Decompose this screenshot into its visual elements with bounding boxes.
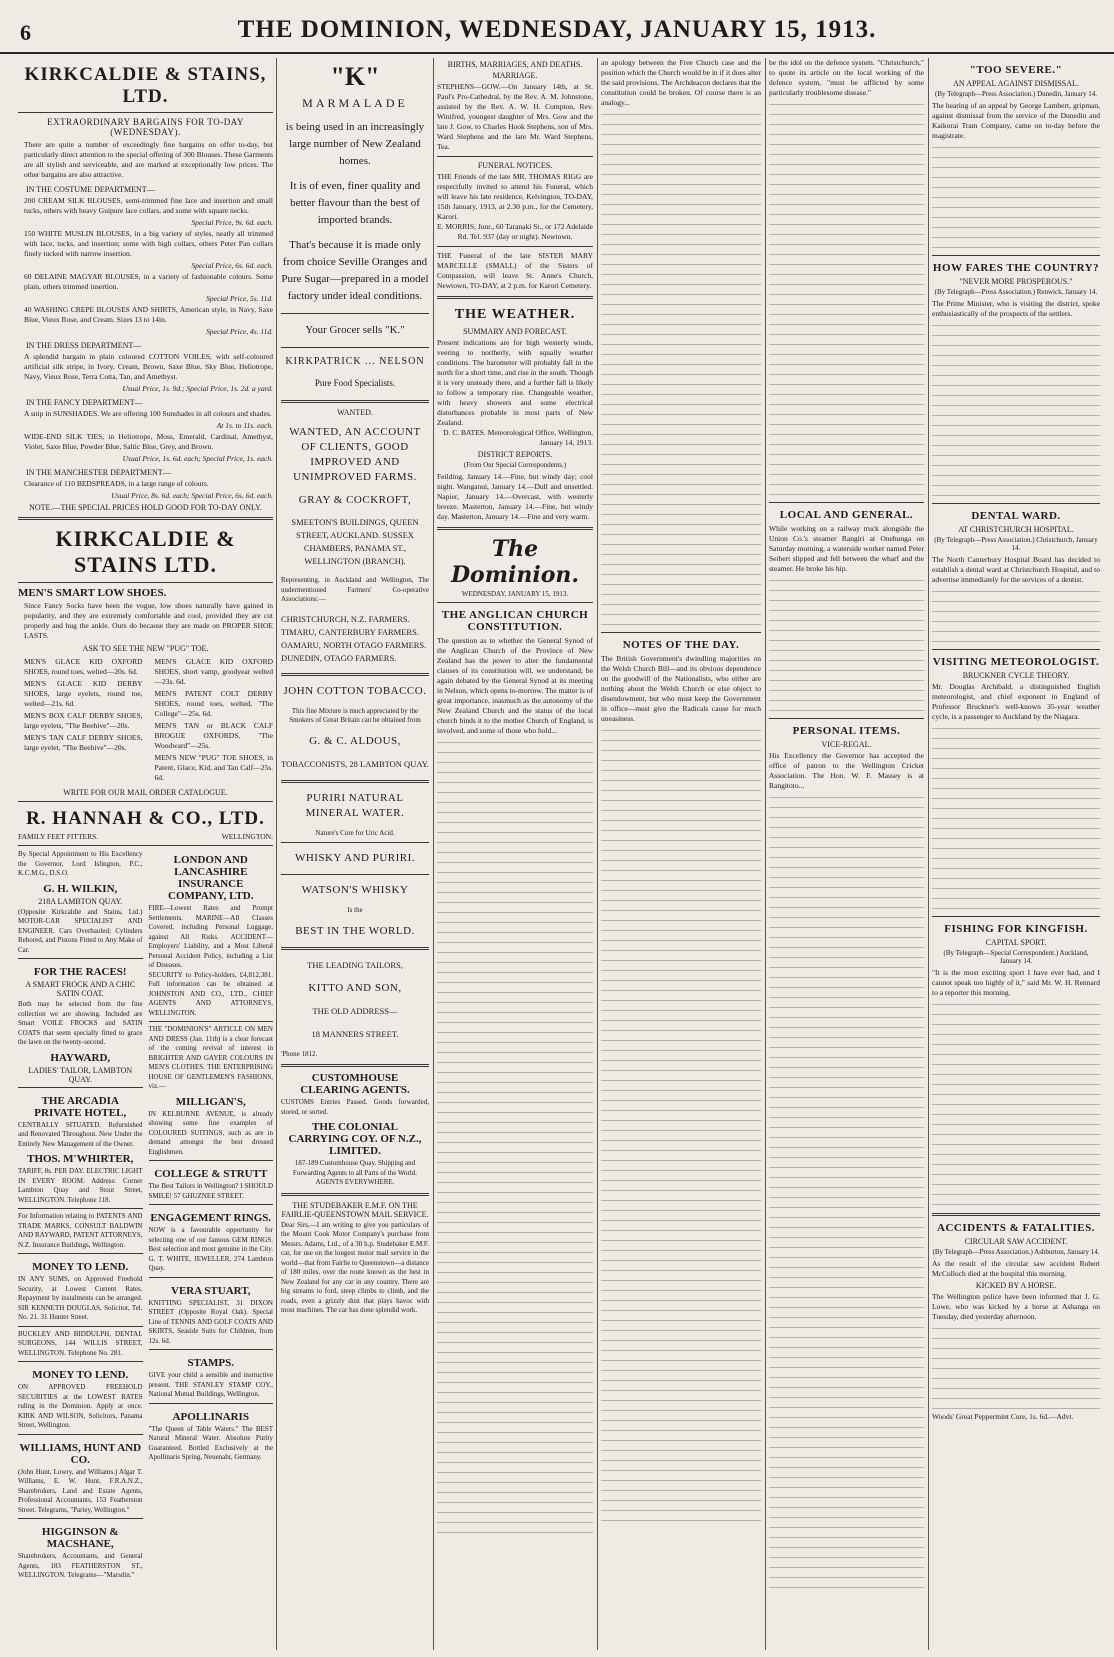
hannah-sub: FAMILY FEET FITTERS. <box>18 832 99 841</box>
horse-heading: KICKED BY A HORSE. <box>975 1281 1057 1290</box>
text-continuation <box>932 1322 1100 1412</box>
country-byline: (By Telegraph—Press Association.) Renwick, January 14. <box>934 288 1098 296</box>
marmalade-para: That's because it is made only from choice Seville Oranges and Pure Sugar—prepared in a model factory under ideal conditions. <box>281 239 429 302</box>
mwhirter-body: TARIFF, 8s. PER DAY. ELECTRIC LIGHT IN EVERY ROOM. Address: Corner Lambton Quay and Stout Street, WELLINGTON. Telephone 118. <box>18 1167 143 1204</box>
pug-toe-line: ASK TO SEE THE NEW "PUG" TOE. <box>82 644 209 653</box>
article-continuation: be the idol on the defence system. "Christchurch," to quote its article on the local working of the defence system, "must be afflicted by some particularly troublesome disease." <box>769 58 924 97</box>
kirkcaldie-title: KIRKCALDIE & STAINS, LTD. <box>24 64 267 107</box>
weather-heading: THE WEATHER. <box>454 307 576 322</box>
text-continuation <box>932 141 1100 251</box>
personal-heading: PERSONAL ITEMS. <box>792 725 901 737</box>
too-severe-body: The hearing of an appeal by George Lambert, gripman, against dismissal from the service of the Dunedin and Kaikorai Tram Company, came on to-day before the magistrate. <box>932 101 1100 140</box>
kirkpatrick-line: KIRKPATRICK ... NELSON <box>285 356 425 367</box>
shoe-item: MEN'S PATENT COLT DERBY SHOES, round toes, welted, "The College"—25s. 6d. <box>154 689 273 718</box>
text-continuation <box>932 319 1100 499</box>
gray-list: CHRISTCHURCH, N.Z. FARMERS. TIMARU, CANTERBURY FARMERS. OAMARU, NORTH OTAGO FARMERS. DUNEDIN, OTAGO FARMERS. <box>281 613 427 663</box>
grocer-line: Your Grocer sells "K." <box>305 324 405 336</box>
dress-price: Usual Price, 1s. 9d.; Special Price, 1s. 2d. a yard. <box>122 384 273 393</box>
text-continuation <box>601 108 761 628</box>
notes-heading: NOTES OF THE DAY. <box>622 639 740 651</box>
horse-body: The Wellington police have been informed that J. G. Lowe, who was kicked by a horse at Ashanga on Tuesday, died yesterday afternoon. <box>932 1292 1100 1321</box>
manchester-dept-heading: IN THE MANCHESTER DEPARTMENT— <box>26 468 171 477</box>
leader-body: The question as to whether the General Synod of the Anglican Church of the Province of New Zealand has the power to alter the fundamental clauses of its constitution will, we understand, be again debated by the General Synod at its meeting in Nelson, which opens to-morrow. The matter is of great importance, inasmuch as the autonomy of the New Zealand Church and the status of the local church binds it to the mother Church of England, is involved, and some of those who hold... <box>437 636 593 735</box>
hayward-name: HAYWARD, <box>50 1051 111 1064</box>
wanted-heading: WANTED. <box>337 408 373 417</box>
kitto-addr2: 18 MANNERS STREET. <box>311 1028 399 1039</box>
aldous-sub: TOBACCONISTS, 28 LAMBTON QUAY. <box>281 758 429 769</box>
fancy-price: At 1s. to 11s. each. <box>216 421 273 430</box>
circular-body: As the result of the circular saw accident Robert McCulloch died at the hospital this morning. <box>932 1259 1100 1278</box>
bargains-intro: There are quite a number of exceedingly fine bargains on offer to-day, but particularly direct attention to the special offering of 300 Blouses. These Garments are all stylish and serviceable, and are marked at exceptionally low prices. The other bargains are also attractive. <box>24 140 273 179</box>
country-body: The Prime Minister, who is visiting the district, spoke enthusiastically of the prospects of the settlers. <box>932 299 1100 318</box>
costume-item: 150 WHITE MUSLIN BLOUSES, in a big variety of styles, neatly all trimmed with lace, tucks, and insertion; some with high collars, others Peter Pan collars finely tucked with narrow insertion. <box>24 229 273 258</box>
too-severe-sub: AN APPEAL AGAINST DISMISSAL. <box>953 79 1079 88</box>
williams-name: WILLIAMS, HUNT AND CO. <box>19 1441 142 1466</box>
shoe-item: MEN'S GLACE KID OXFORD SHOES, round toes, welted—20s. 6d. <box>24 657 143 676</box>
births-heading: BIRTHS, MARRIAGES, AND DEATHS. <box>447 60 583 69</box>
shoe-item: MEN'S BOX CALF DERBY SHOES, large eyelets, "The Beehive"—20s. <box>24 711 143 730</box>
special-prices-note: NOTE.—THE SPECIAL PRICES HOLD GOOD FOR TO-DAY ONLY. <box>29 503 262 512</box>
column-divider <box>433 58 434 1650</box>
studebaker-body: Dear Sirs,—I am writing to give you particulars of the Mount Cook Motor Company's purchase from Messrs. Adams, Ltd., of a 30 h.p. Studebaker E.M.F. car, for use on the longest motor mail service in the world—that from Fairlie to Queenstown—a distance of 180 miles, over the route known as the best in New Zealand for any car in any country. There are big streams to ford, steep climbs to climb, and the roads, even a grizzly dust that plays havoc with most machines. The car has done splendid work. <box>281 1220 429 1314</box>
catalogue-line: WRITE FOR OUR MAIL ORDER CATALOGUE. <box>63 788 228 797</box>
local-body: While working on a railway truck alongside the Union Co.'s steamer Rangiri at Onehunga on Saturday morning, a waterside worker named Peter Seibert slipped and fell between the wharf and the steamer. He broke his hip. <box>769 524 924 573</box>
column-divider <box>597 58 598 1650</box>
column-1: KIRKCALDIE & STAINS, LTD. EXTRAORDINARY BARGAINS FOR TO-DAY (WEDNESDAY). There are quite a number of exceedingly fine bargains on offer to-day, but particularly direct attention to the special offering of 300 Blouses. These Garments are all stylish and serviceable, and are marked at exceptionally low prices. The other bargains are also attractive. IN THE COSTUME DEPARTMENT— 200 CREAM SILK BLOUSES, semi-trimmed fine lace and insertion and small tucks, others with heavy Guipure lace collars, and some with square necks. Special Price, 9s. 6d. each. 150 WHITE MUSLIN BLOUSES, in a big variety of styles, neatly all trimmed with lace, tucks, and insertion; some with high collars, others Peter Pan collars finely tucked with narrow insertion. Special Price, 6s. 6d. each. 60 DELAINE MAGYAR BLOUSES, in a variety of fashionable colours. Some plain, others trimmed insertion. Special Price, 5s. 11d. 40 WASHING CREPE BLOUSES AND SHIRTS, American style, in Navy, Saxe Blue, Vieux Rose, and Cream. Sizes 13 to 14in. Special Price, 4s. 11d. IN THE DRESS DEPARTMENT— A splendid bargain in plain coloured COTTON VOILES, with self-coloured artificial silk stripe, in Ivory, Cream, Brown, Saxe Blue, Sky Blue, Heliotrope, Navy, Vieux Rose, Terra Cotta, Tan, and Amethyst. Usual Price, 1s. 9d.; Special Price, 1s. 2d. a yard. IN THE FANCY DEPARTMENT— A snip in SUNSHADES. We are offering 100 Sunshades in all colours and shades. At 1s. to 11s. each. WIDE-END SILK TIES, in Heliotrope, Moss, Emerald, Cardinal, Amethyst, Violet, Saxe Blue, Powder Blue, Saltic Blue, Grey, and Brown. Usual Price, 1s. 6d. each; Special Price, 1s. each. IN THE MANCHESTER DEPARTMENT— Clearance of 110 BEDSPREADS, in a large range of colours. Usual Price, 8s. 6d. each; Special Price, 6s. 6d. each. NOTE.—THE SPECIAL PRICES HOLD GOOD FOR TO-DAY ONLY. KIRKCALDIE & STAINS LTD. MEN'S SMART LOW SHOES. Since Fancy Socks have been the vogue, low shoes naturally have gained in popularity, and they are extremely comfortable and cool, provided they are cut properly and hug the ankle. Ours do because they are made on PROPER SHOE LASTS. ASK TO SEE THE NEW "PUG" TOE. MEN'S GLACE KID OXFORD SHOES, round toes, welted—20s. 6d. MEN'S GLACE KID DERBY SHOES, large eyelets, round toe, welted—21s. 6d. MEN'S BOX CALF DERBY SHOES, large eyelets, "The Beehive"—20s. MEN'S TAN CALF DERBY SHOES, large eyelet, "The Beehive"—20s. MEN'S GLACE KID OXFORD SHOES, short vamp, goodyear welted—23s. 6d. MEN'S PATENT COLT DERBY SHOES, round toes, welted, "The College"—25s. 6d. MEN'S TAN or BLACK CALF BROGUE OXFORDS, "The Woodward"—25s. MEN'S NEW "PUG" TOE SHOES, in Patent, Glace, Kid, and Tan Calf—25s. 6d. WRITE FOR OUR MAIL ORDER CATALOGUE. R. HANNAH & CO., LTD. FAMILY FEET FITTERS. WELLINGTON. By Special Appointment to His Excellency the Governor, Lord Islington, P.C., K.C.M.G., D.S.O. G. H. WILKIN, 218A LAMBTON QUAY. (Opposite Kirkcaldie and Stains, Ltd.) MOTOR-CAR SPECIALIST AND ENGINEER. Cars Overhauled; Cylinders Rebored, and Pistons Fitted to Any Make of Car. FOR THE RACES! A SMART FROCK AND A CHIC SATIN COAT. Both may be selected from the fine collection we are showing. Included are Smart VOILE FROCKS and SATIN COATS that seem specially fitted to grace the lawn on the twenty-second. HAYWARD, LADIES' TAILOR, LAMBTON QUAY. THE ARCADIA PRIVATE HOTEL, CENTRALLY SITUATED. Refurnished and Renovated Throughout. New Under the Entirely New Management of the Owner. THOS. M'WHIRTER, TARIFF, 8s. PER DAY. ELECTRIC LIGHT IN EVERY ROOM. Address: Corner Lambton Quay and Stout Street, WELLINGTON. Telephone 118. For Information relating to PATENTS AND TRADE MARKS, CONSULT BALDWIN AND RAYWARD, PATENT ATTORNEYS, N.Z. Insurance Buildings, Wellington. MONEY TO LEND. IN ANY SUMS, on Approved Freehold Security, at Lowest Current Rates. Repayment by instalments can be arranged. SIR KENNETH DOUGLAS, Solicitor, Tel. No. 21. 31 Hunter Street. BUCKLEY AND BIDDULPH, DENTAL SURGEONS, 144 WILLIS STREET, WELLINGTON. Telephone No. 281. MONEY TO LEND. ON APPROVED FREEHOLD SECURITIES at the LOWEST RATES ruling in the Dominion. Apply at once. KIRK AND WILSON, Solicitors, Panama Street, Wellington. WILLIAMS, HUNT AND CO. (John Hunt, Lowry, and Williams.) Algar T. Williams, E. W. Hunt, F.R.A.N.Z., Sharebrokers, Land and Estate Agents, Professional Accountants, 153 Featherston Street. Telegrams, "Pariey, Wellington." HIGGINSON & MACSHANE, Sharebrokers, Accountants, and General Agents, 183 FEATHERSTON ST., WELLINGTON. Telegrams—"Marsdin." LONDON AND LANCASHIRE INSURANCE COMPANY, LTD. FIRE—Lowest Rates and Prompt Settlements. MARINE—All Classes Covered, including Personal Luggage, against All Risks. ACCIDENT—Employers' Liability, and a Most Liberal Personal Accident Policy, including a List of Diseases. SECURITY to Policy-holders, £4,812,381. Full information can be obtained at JOHNSTON AND CO., LTD., CHIEF AGENTS AND ATTORNEYS, WELLINGTON. THE "DOMINION'S" ARTICLE ON MEN AND DRESS (Jan. 11th) is a clear forecast of the coming revival of interest in BRIGHTER AND GAYER COLOURS IN MEN'S CLOTHES. THE ENTERPRISING HOUSE OF GENTLEMEN'S FASHIONS, viz.— MILLIGAN'S, IN KELBURNE AVENUE, is already showing some fine examples of COLOURED SUITINGS, such as are in demand amongst the best dressed Englishmen. COLLEGE & STRUTT The Best Tailors in Wellington? I SHOULD SMILE! 57 GHUZNEE STREET. ENGAGEMENT RINGS. NOW is a favourable opportunity for selecting one of our famous GEM RINGS. Best selection and most genuine in the City. G. T. WHITE, JEWELLER, 274 Lambton Quay. VERA STUART, KNITTING SPECIALIST, 31 DIXON STREET (Opposite Royal Oak). Special Line of TENNIS AND GOLF COATS AND SKIRTS, Seaside Suits for Children, from 12s. 6d. STAMPS. GIVE your child a sensible and instructive present. THE STANLEY STAMP COY., National Mutual Buildings, Wellington. APOLLINARIS "The Queen of Table Waters." The BEST Natural Mineral Water. Absolute Purity Guaranteed. Bottled Exclusively at the Apollinaris Spring, Neuenahr, Germany. <box>18 64 273 1579</box>
colonial-name: THE COLONIAL CARRYING COY. OF N.Z., LIMITED. <box>288 1121 422 1157</box>
costume-item: 60 DELAINE MAGYAR BLOUSES, in a variety of fashionable colours. Some plain, others trimmed insertion. <box>24 272 273 291</box>
colonial-body: 187-189 Customhouse Quay. Shipping and Forwarding Agents to all Parts of the World. AGENTS EVERYWHERE. <box>292 1159 418 1186</box>
visiting-sub: BRUCKNER CYCLE THEORY. <box>962 671 1070 680</box>
kitto-addr1: THE OLD ADDRESS— <box>312 1005 398 1016</box>
money2-body: ON APPROVED FREEHOLD SECURITIES at the LOWEST RATES ruling in the Dominion. Apply at once. KIRK AND WILSON, Solicitors, Panama Street, Wellington. <box>18 1383 143 1429</box>
country-sub: "NEVER MORE PROSPEROUS." <box>959 277 1073 286</box>
races-heading: FOR THE RACES! <box>33 966 127 978</box>
advertisement-line: Woods' Great Peppermint Cure, 1s. 6d.—Advt. <box>932 1412 1074 1421</box>
costume-price: Special Price, 6s. 6d. each. <box>191 261 273 270</box>
column-divider <box>276 58 277 1650</box>
marriage-body: STEPHENS—GOW.—On January 14th, at St. Paul's Pro-Cathedral, by the Rev. A. M. Johnstone, assisted by the Rev. A. W. H. Compton, Rev. Winifred, youngest daughter of Mrs. Gow and the late J. Gow, to Charles Hook Stephens, son of Mrs. Ward Stephens and the late Mr. Ward Stephens, Tea. <box>437 82 593 151</box>
gray-body: Representing, in Auckland and Wellington, The undermentioned Farmers' Co-operative Associations:— <box>281 576 429 603</box>
text-continuation <box>601 724 761 1524</box>
newspaper-title: THE DOMINION, WEDNESDAY, JANUARY 15, 1913. <box>237 16 877 43</box>
williams-body: (John Hunt, Lowry, and Williams.) Algar T. Williams, E. W. Hunt, F.R.A.N.Z., Sharebrokers, Land and Estate Agents, Professional Accountants, 153 Featherston Street. Telegrams, "Pariey, Wellington." <box>18 1467 143 1514</box>
kitto-phone: 'Phone 1812. <box>281 1049 318 1058</box>
fishing-heading: FISHING FOR KINGFISH. <box>944 923 1088 935</box>
article-continuation: an apology between the Free Church case and the position which the Church would be in if it does alter the said provisions. The Archdeacon declares that the constitution could be broken. Of course there is an analogy... <box>601 58 761 107</box>
costume-price: Special Price, 5s. 11d. <box>206 294 273 303</box>
wilkin-appointment: By Special Appointment to His Excellency the Governor, Lord Islington, P.C., K.C.M.G., D.S.O. <box>18 850 143 877</box>
whisky-name: WHISKY AND PURIRI. <box>294 852 416 864</box>
column-3 <box>437 58 593 1650</box>
dress-dept-heading: IN THE DRESS DEPARTMENT— <box>26 341 142 350</box>
marriage-heading: MARRIAGE. <box>492 71 538 80</box>
funeral-sign: E. MORRIS, Junr., 60 Taranaki St., or 172 Adelaide Rd. Tel. 937 (day or night). Newtown. <box>437 222 593 241</box>
text-continuation <box>769 574 924 714</box>
gray-name: GRAY & COCKROFT, <box>298 494 412 506</box>
column-4 <box>601 58 761 1650</box>
higginson-body: Sharebrokers, Accountants, and General Agents, 183 FEATHERSTON ST., WELLINGTON. Telegrams—"Marsdin." <box>18 1552 143 1579</box>
column-divider <box>928 58 929 1650</box>
puriri-name: PURIRI NATURAL MINERAL WATER. <box>305 791 405 819</box>
dental-body: The North Canterbury Hospital Board has decided to establish a dental ward at Christchurch Hospital, and to advertise immediately for the services of a dentist. <box>932 555 1100 584</box>
buckley-body: BUCKLEY AND BIDDULPH, DENTAL SURGEONS, 144 WILLIS STREET, WELLINGTON. Telephone No. 281. <box>18 1329 143 1357</box>
shoe-item: MEN'S GLACE KID OXFORD SHOES, short vamp, goodyear welted—23s. 6d. <box>154 657 273 686</box>
weather-sub: SUMMARY AND FORECAST. <box>463 327 567 336</box>
shoes-heading: MEN'S SMART LOW SHOES. <box>18 587 167 599</box>
wanted-body: WANTED, AN ACCOUNT OF CLIENTS, GOOD IMPROVED AND UNIMPROVED FARMS. <box>289 426 421 483</box>
weather-sign: D. C. BATES. Meteorological Office, Wellington, January 14, 1913. <box>443 428 593 447</box>
money-body: IN ANY SUMS, on Approved Freehold Security, at Lowest Current Rates. Repayment by instalments can be arranged. SIR KENNETH DOUGLAS, Solicitor, Tel. No. 21. 31 Hunter Street. <box>18 1275 143 1321</box>
money2-heading: MONEY TO LEND. <box>32 1369 129 1381</box>
studebaker-heading: THE STUDEBAKER E.M.F. ON THE FAIRLIE-QUEENSTOWN MAIL SERVICE. <box>281 1200 429 1219</box>
watson-name: WATSON'S WHISKY <box>301 884 409 896</box>
masthead <box>0 0 1114 54</box>
higginson-name: HIGGINSON & MACSHANE, <box>41 1526 119 1550</box>
cotton-body: This fine Mixture is much appreciated by the Smokers of Great Britain can be obtained from <box>289 706 421 724</box>
aldous-name: G. & C. ALDOUS, <box>309 734 401 747</box>
page-number: 6 <box>20 20 31 45</box>
circular-byline: (By Telegraph—Press Association.) Ashburton, January 14. <box>932 1248 1100 1256</box>
circular-heading: CIRCULAR SAW ACCIDENT. <box>964 1237 1068 1246</box>
patents-body: For Information relating to PATENTS AND TRADE MARKS, CONSULT BALDWIN AND RAYWARD, PATENT ATTORNEYS, N.Z. Insurance Buildings, Wellington. <box>18 1212 143 1249</box>
text-continuation <box>769 791 924 1591</box>
dental-sub: AT CHRISTCHURCH HOSPITAL. <box>958 525 1074 534</box>
hannah-town: WELLINGTON. <box>221 832 273 841</box>
funeral-heading: FUNERAL NOTICES. <box>477 161 553 170</box>
puriri-sub: Nature's Cure for Uric Acid. <box>315 828 395 837</box>
fancy-item: WIDE-END SILK TIES, in Heliotrope, Moss, Emerald, Cardinal, Amethyst, Violet, Saxe Blue, Powder Blue, Saltic Blue, Grey, and Brown. <box>24 432 273 451</box>
gray-address: SMEETON'S BUILDINGS, QUEEN STREET, AUCKLAND. SUSSEX CHAMBERS, PANAMA ST., WELLINGTON (BRANCH). <box>291 517 419 566</box>
customhouse-body: CUSTOMS Entries Passed. Goods forwarded, stored, or sorted. <box>281 1098 429 1116</box>
text-continuation <box>932 585 1100 645</box>
text-continuation <box>932 998 1100 1208</box>
country-heading: HOW FARES THE COUNTRY? <box>932 262 1100 274</box>
kitto-name: KITTO AND SON, <box>308 981 402 994</box>
wilkin-body: (Opposite Kirkcaldie and Stains, Ltd.) MOTOR-CAR SPECIALIST AND ENGINEER. Cars Overhauled; Cylinders Rebored, and Pistons Fitted to Any Make of Car. <box>18 907 143 954</box>
tailors-heading: THE LEADING TAILORS, <box>307 959 403 970</box>
dominion-date: WEDNESDAY, JANUARY 15, 1913. <box>461 590 569 598</box>
cotton-name: JOHN COTTON TOBACCO. <box>283 684 427 697</box>
hayward-sub: LADIES' TAILOR, LAMBTON QUAY. <box>28 1065 133 1084</box>
fancy-price: Usual Price, 1s. 6d. each; Special Price, 1s. each. <box>122 454 273 463</box>
hannah-title: R. HANNAH & CO., LTD. <box>26 808 265 829</box>
arcadia-name: THE ARCADIA PRIVATE HOTEL, <box>34 1094 127 1119</box>
k-title: "K" <box>330 62 380 91</box>
costume-item: 40 WASHING CREPE BLOUSES AND SHIRTS, American style, in Navy, Saxe Blue, Vieux Rose, and Cream. Sizes 13 to 14in. <box>24 305 273 324</box>
personal-body: His Excellency the Governor has accepted the office of patron to the Wellington Cricket Association. The Hon. W. F. Massey is at Rangitoto... <box>769 751 924 790</box>
accidents-heading: ACCIDENTS & FATALITIES. <box>937 1222 1095 1234</box>
too-severe-heading: "TOO SEVERE." <box>969 64 1063 76</box>
costume-price: Special Price, 4s. 11d. <box>206 327 273 336</box>
fishing-byline: (By Telegraph—Special Correspondent.) Auckland, January 14. <box>943 949 1089 965</box>
races-body: Both may be selected from the fine collection we are showing. Included are Smart VOILE FROCKS and SATIN COATS that seem specially fitted to grace the lawn on the twenty-second. <box>18 1000 143 1046</box>
text-continuation <box>437 736 593 1536</box>
bargains-heading: EXTRAORDINARY BARGAINS FOR TO-DAY (WEDNESDAY). <box>47 117 244 137</box>
marmalade-heading: MARMALADE <box>302 96 408 110</box>
local-heading: LOCAL AND GENERAL. <box>779 509 914 521</box>
fishing-body: "It is the most exciting sport I have ever had, and I cannot speak too highly of it," said Mr. W. H. Rennard to a reporter this morning. <box>932 968 1100 997</box>
wilkin-name: G. H. WILKIN, <box>43 882 118 895</box>
text-continuation <box>769 98 924 498</box>
text-continuation <box>932 722 1100 912</box>
shoe-item: MEN'S GLACE KID DERBY SHOES, large eyelets, round toe, welted—21s. 6d. <box>24 679 143 708</box>
pure-food-line: Pure Food Specialists. <box>314 378 396 388</box>
leader-heading: THE ANGLICAN CHURCH CONSTITUTION. <box>441 609 589 633</box>
dress-item: A splendid bargain in plain coloured COTTON VOILES, with self-coloured artificial silk stripe, in Ivory, Cream, Brown, Saxe Blue, Sky Blue, Heliotrope, Navy, Vieux Rose, Terra Cotta, Tan, and Amethyst. <box>24 352 273 381</box>
costume-item: 200 CREAM SILK BLOUSES, semi-trimmed fine lace and insertion and small tucks, others with heavy Guipure lace collars, and some with square necks. <box>24 196 273 215</box>
dental-heading: DENTAL WARD. <box>971 510 1061 522</box>
column-2 <box>281 58 429 1650</box>
personal-sub: VICE-REGAL. <box>821 740 872 749</box>
customhouse-heading: CUSTOMHOUSE CLEARING AGENTS. <box>300 1072 410 1096</box>
notes-body: The British Government's dwindling majorities on the Welsh Church Bill—and its obvious dependence on the goodwill of the Nationalists, who either are nothing about the Welsh Church or else object to disendowment, but who must keep the Government in office—must give the Radicals cause for much uneasiness. <box>601 654 761 723</box>
visiting-heading: VISITING METEOROLOGIST. <box>932 656 1100 668</box>
funeral-notice: THE Friends of the late MR. THOMAS RIGG are respectfully invited to attend his Funeral, which will leave his late residence, Kelvington, TO-DAY, 15th January, 1913, at 2.30 p.m., for the Cemetery, Karori. <box>437 172 593 221</box>
watson-sub: Is the <box>347 906 363 914</box>
watson-sub2: BEST IN THE WORLD. <box>295 924 415 937</box>
dominion-nameplate: The Dominion. <box>450 536 580 588</box>
arcadia-body: CENTRALLY SITUATED. Refurnished and Renovated Throughout. New Under the Entirely New Management of the Owner. <box>18 1120 143 1148</box>
marmalade-para: It is of even, finer quality and better flavour than the best of imported brands. <box>289 180 421 226</box>
column-5 <box>769 58 924 1650</box>
shoe-item: MEN'S TAN or BLACK CALF BROGUE OXFORDS, "The Woodward"—25s. <box>154 721 273 750</box>
mwhirter-name: THOS. M'WHIRTER, <box>27 1153 134 1165</box>
costume-dept-heading: IN THE COSTUME DEPARTMENT— <box>26 185 155 194</box>
marmalade-para: is being used in an increasingly large number of New Zealand homes. <box>285 121 425 167</box>
funeral-notice: THE Funeral of the late SISTER MARY MARCELLE (SMALL) of the Sisters of Compassion, will leave St. Anne's Church, Newtown, TO-DAY, at 2 p.m. for Karori Cemetery. <box>437 251 593 290</box>
shoes-intro: Since Fancy Socks have been the vogue, low shoes naturally have gained in popularity, and they are extremely comfortable and cool, provided they are cut properly and hug the ankle. Ours do because they are made on PROPER SHOE LASTS. <box>24 601 273 640</box>
manchester-item: Clearance of 110 BEDSPREADS, in a large range of colours. <box>24 479 209 488</box>
costume-price: Special Price, 9s. 6d. each. <box>191 218 273 227</box>
column-divider <box>765 58 766 1650</box>
district-body: Feilding, January 14.—Fine, but windy day; cool night. Wanganui, January 14.—Dull and unsettled. Napier, January 14.—Overcast, with westerly breeze. Masterton, January 14.—Fine, but windy day. Masterton, January 14.—Fine and very warm. <box>437 472 593 521</box>
kirkcaldie-title-2: KIRKCALDIE & STAINS LTD. <box>55 526 236 577</box>
money-heading: MONEY TO LEND. <box>32 1261 129 1273</box>
district-sub: (From Our Special Correspondents.) <box>463 461 567 469</box>
fishing-sub: CAPITAL SPORT. <box>985 938 1047 947</box>
fancy-dept-heading: IN THE FANCY DEPARTMENT— <box>26 398 143 407</box>
races-sub: A SMART FROCK AND A CHIC SATIN COAT. <box>25 980 136 998</box>
weather-body: Present indications are for high westerly winds, veering to northerly, with squally weather conditions. The barometer will probably fall in the north for a short time, and rise in the south. Though it is very unsteady there, and a further fall is likely to follow a temporary rise. Changeable weather, with heavy showers and some electrical disturbances probable in most parts of New Zealand. <box>437 338 593 427</box>
too-severe-byline: (By Telegraph—Press Association.) Dunedin, January 14. <box>935 90 1097 98</box>
wilkin-address: 218A LAMBTON QUAY. <box>38 896 123 906</box>
manchester-price: Usual Price, 8s. 6d. each; Special Price, 6s. 6d. each. <box>111 491 273 500</box>
shoe-item: MEN'S NEW "PUG" TOE SHOES, in Patent, Glace, Kid, and Tan Calf—25s. 6d. <box>154 753 273 782</box>
shoe-list <box>18 656 273 785</box>
visiting-body: Mr. Douglas Archibald, a distinguished English meteorologist, and chief exponent in England of Professor Bruckner's well-known 35-year weather cycle, is a passenger to Auckland by the Niagara. <box>932 682 1100 721</box>
dental-byline: (By Telegraph—Press Association.) Christchurch, January 14. <box>934 536 1098 552</box>
district-heading: DISTRICT REPORTS. <box>477 450 553 459</box>
column-6 <box>932 58 1100 1650</box>
shoe-item: MEN'S TAN CALF DERBY SHOES, large eyelet, "The Beehive"—20s. <box>24 733 143 752</box>
fancy-item: A snip in SUNSHADES. We are offering 100 Sunshades in all colours and shades. <box>24 409 272 418</box>
